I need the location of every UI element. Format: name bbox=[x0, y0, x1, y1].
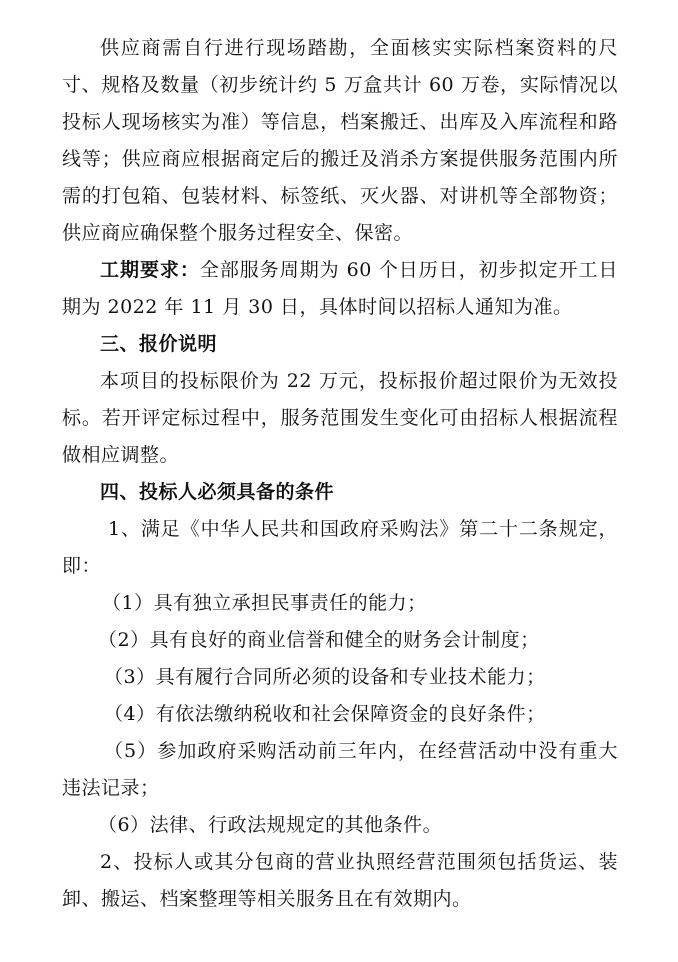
condition-sub-item-4: （4）有依法缴纳税收和社会保障资金的良好条件； bbox=[104, 703, 546, 725]
condition-sub-item-1: （1）具有独立承担民事责任的能力； bbox=[102, 592, 427, 614]
conditions-heading: 四、投标人必须具备的条件 bbox=[100, 481, 335, 503]
site-survey-paragraph: 供应商需自行进行现场踏勘，全面核实实际档案资料的尺寸、规格及数量（初步统计约 5 万盒共计 60 万卷，实际情况以投标人现场核实为准）等信息，档案搬迁、出库及入库流程和路线等；供应商应根据商定后的搬迁及消杀方案提供服务范围内所需的打包箱、包装材料、标签纸、灭火器、对讲机等全部物资；供应商应确保整个服务过程安全、保密。 bbox=[62, 37, 618, 244]
condition-sub-item-3: （3）具有履行合同所必须的设备和专业技术能力； bbox=[104, 666, 546, 688]
schedule-paragraph bbox=[62, 252, 618, 326]
pricing-heading: 三、报价说明 bbox=[100, 333, 218, 355]
condition-sub-item-2: （2）具有良好的商业信誉和健全的财务会计制度； bbox=[98, 629, 540, 651]
condition-sub-item-5: （5）参加政府采购活动前三年内，在经营活动中没有重大违法记录； bbox=[62, 740, 618, 799]
pricing-paragraph: 本项目的投标限价为 22 万元，投标报价超过限价为无效投标。若开评定标过程中，服务范围发生变化可由招标人根据流程做相应调整。 bbox=[62, 370, 618, 466]
schedule-lead: 工期要求： bbox=[100, 259, 200, 281]
condition-1-intro: 1、满足《中华人民共和国政府采购法》第二十二条规定，即： bbox=[62, 518, 618, 577]
schedule-body: 全部服务周期为 60 个日历日，初步拟定开工日期为 2022 年 11 月 30 日，具体时间以招标人通知为准。 bbox=[62, 259, 618, 318]
document-page bbox=[62, 30, 618, 918]
condition-sub-item-6: （6）法律、行政法规规定的其他条件。 bbox=[98, 814, 443, 836]
condition-2-paragraph: 2、投标人或其分包商的营业执照经营范围须包括货运、装卸、搬运、档案整理等相关服务且在有效期内。 bbox=[62, 851, 618, 910]
